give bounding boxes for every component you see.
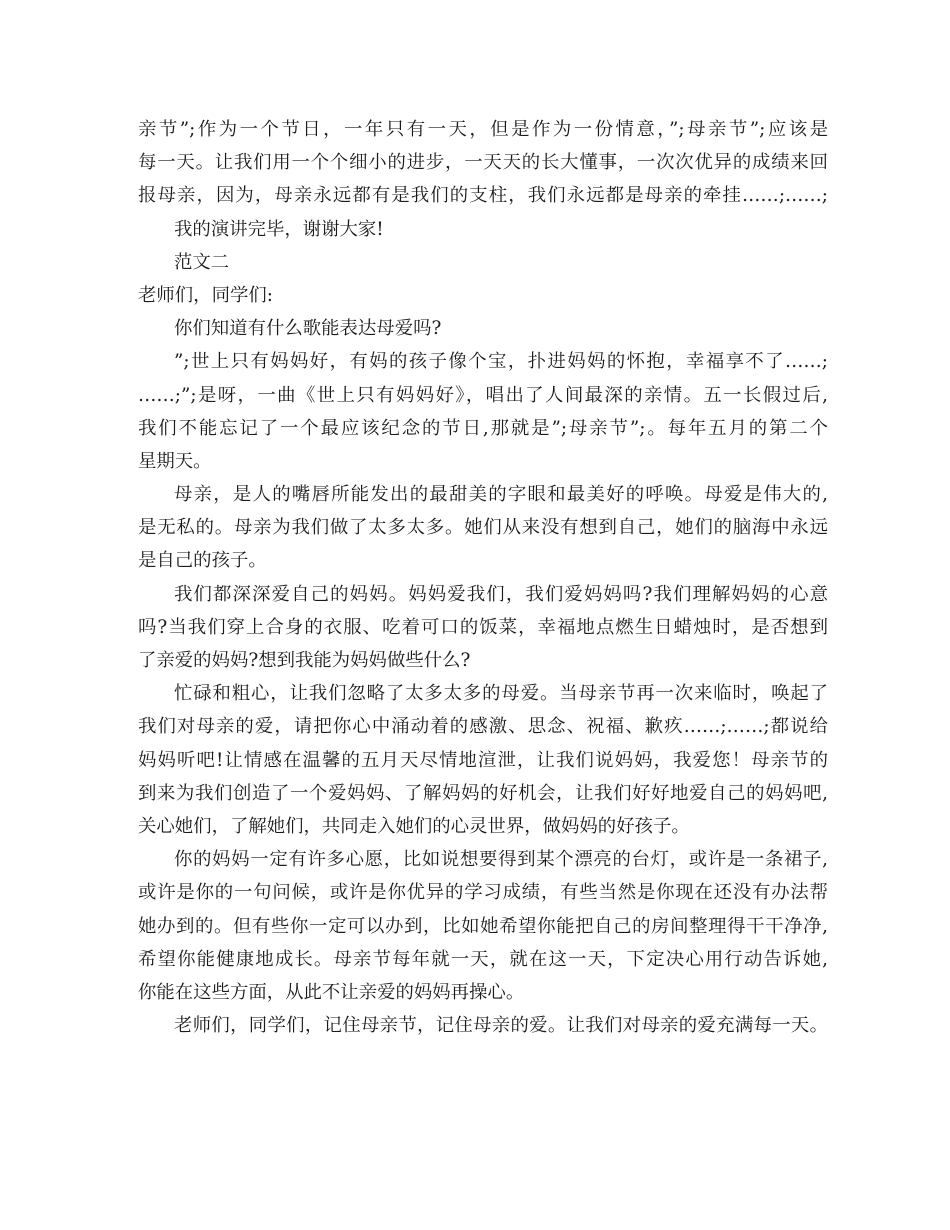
text-line-content: ”;世上只有妈妈好，有妈的孩子像个宝，扑进妈妈的怀抱，幸福享不了……; (174, 351, 828, 373)
text-line (138, 213, 828, 246)
text-line-content: 吗?当我们穿上合身的衣服、吃着可口的饭菜，幸福地点燃生日蜡烛时，是否想到 (138, 616, 828, 638)
text-line (138, 146, 828, 179)
text-line (138, 312, 828, 345)
text-line-content: 到来为我们创造了一个爱妈妈、了解妈妈的好机会，让我们好好地爱自己的妈妈吧, (138, 782, 828, 804)
text-line (138, 777, 828, 810)
text-line (138, 179, 828, 212)
text-line-content: 我们对母亲的爱，请把你心中涌动着的感激、思念、祝福、歉疚……;……;都说给 (138, 716, 828, 738)
text-line-content: 报母亲，因为，母亲永远都有是我们的支柱，我们永远都是母亲的牵挂……;……; (138, 185, 828, 207)
text-line-content: 我们都深深爱自己的妈妈。妈妈爱我们，我们爱妈妈吗?我们理解妈妈的心意 (174, 583, 828, 605)
text-line (138, 843, 828, 876)
text-line-content: 关心她们，了解她们，共同走入她们的心灵世界，做妈妈的好孩子。 (138, 815, 690, 837)
text-line-content: 母亲，是人的嘴唇所能发出的最甜美的字眼和最美好的呼唤。母爱是伟大的, (174, 484, 828, 506)
text-line (138, 976, 828, 1009)
text-line-content: 亲节”;作为一个节日，一年只有一天，但是作为一份情意，”;母亲节”;应该是 (138, 119, 828, 140)
text-line (138, 511, 828, 544)
text-line-content: 老师们，同学们: (138, 284, 273, 306)
text-line (138, 578, 828, 611)
text-line (138, 677, 828, 710)
text-line (138, 810, 828, 843)
text-line (138, 876, 828, 909)
text-line-content: 你能在这些方面，从此不让亲爱的妈妈再操心。 (138, 981, 525, 1003)
text-line (138, 544, 828, 577)
text-line-content: 星期天。 (138, 450, 212, 472)
text-line-content: 忙碌和粗心，让我们忽略了太多太多的母爱。当母亲节再一次来临时，唤起了 (174, 683, 828, 705)
text-line-content: 每一天。让我们用一个个细小的进步，一天天的长大懂事，一次次优异的成绩来回 (138, 152, 828, 174)
text-line-content: 我们不能忘记了一个最应该纪念的节日,那就是”;母亲节”;。每年五月的第二个 (138, 417, 828, 439)
text-line (138, 412, 828, 445)
text-line (138, 478, 828, 511)
text-line-content: 我的演讲完毕，谢谢大家! (174, 218, 384, 240)
text-line (138, 611, 828, 644)
text-line-content: 她办到的。但有些你一定可以办到，比如她希望你能把自己的房间整理得干干净净, (138, 915, 828, 937)
text-line-content: 老师们，同学们，记住母亲节，记住母亲的爱。让我们对母亲的爱充满每一天。 (174, 1015, 828, 1037)
text-line (138, 345, 828, 378)
text-line-content: 妈妈听吧!让情感在温馨的五月天尽情地渲泄，让我们说妈妈，我爱您！母亲节的 (138, 749, 828, 771)
text-line-content: 范文二 (174, 251, 230, 273)
text-line (138, 910, 828, 943)
text-line-content: 是无私的。母亲为我们做了太多太多。她们从来没有想到自己，她们的脑海中永远 (138, 517, 828, 539)
text-line-content: 是自己的孩子。 (138, 550, 267, 572)
text-line (138, 943, 828, 976)
text-line (138, 744, 828, 777)
text-line (138, 379, 828, 412)
text-line (138, 1009, 828, 1042)
text-line-content: 你的妈妈一定有许多心愿，比如说想要得到某个漂亮的台灯，或许是一条裙子, (174, 849, 828, 871)
text-line (138, 445, 828, 478)
text-line (138, 246, 828, 279)
text-line-content: 你们知道有什么歌能表达母爱吗? (174, 318, 442, 340)
document-body (138, 113, 828, 1042)
text-line-content: 希望你能健康地成长。母亲节每年就一天，就在这一天，下定决心用行动告诉她, (138, 948, 828, 970)
text-line (138, 113, 828, 146)
text-line (138, 644, 828, 677)
text-line-content: 或许是你的一句问候，或许是你优异的学习成绩，有些当然是你现在还没有办法帮 (138, 882, 828, 904)
text-line-content: ……;”;是呀，一曲《世上只有妈妈好》，唱出了人间最深的亲情。五一长假过后, (138, 384, 828, 406)
text-line (138, 279, 828, 312)
text-line-content: 了亲爱的妈妈?想到我能为妈妈做些什么? (138, 650, 471, 671)
text-line (138, 710, 828, 743)
